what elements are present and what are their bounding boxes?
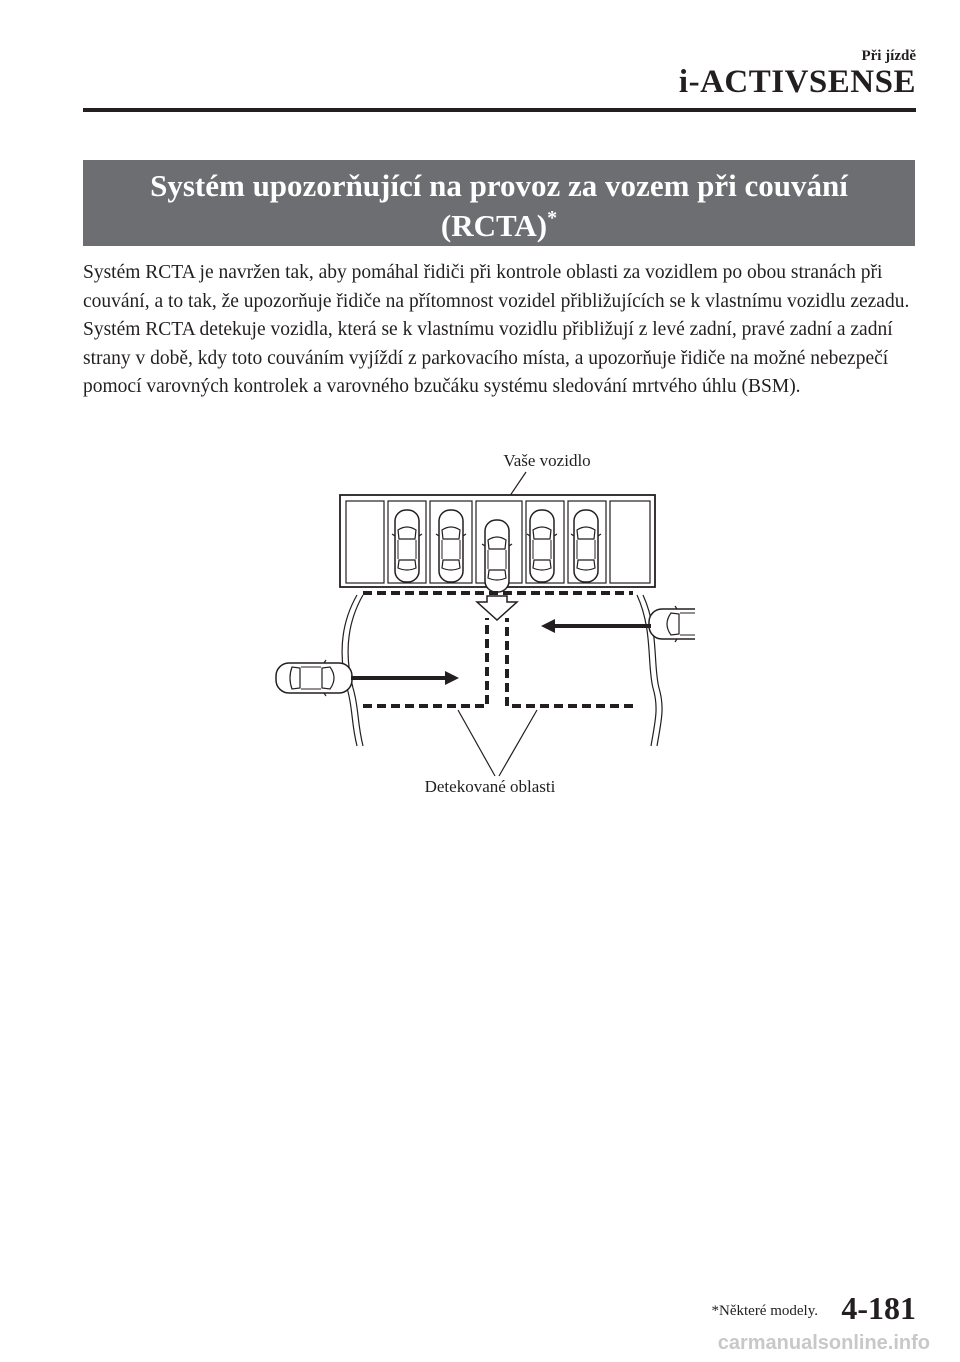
paragraph-intro: Systém RCTA je navržen tak, aby pomáhal řidiči při kontrole oblasti za vozidlem po obou stranách při couvání, a to tak, že upozorňuje řidiče na přítomnost vozidel přibližujících se k vlastnímu vozidlu zezadu. bbox=[83, 262, 910, 312]
body-text bbox=[83, 259, 915, 402]
section-title-line2 bbox=[83, 206, 915, 246]
label-detection-leader-left bbox=[458, 710, 495, 776]
label-detection-areas: Detekované oblasti bbox=[424, 777, 556, 796]
section-title-band bbox=[83, 160, 915, 246]
optional-feature-asterisk: * bbox=[547, 207, 558, 229]
section-name: Při jízdě bbox=[861, 48, 916, 64]
approaching-car-right bbox=[649, 606, 695, 642]
parked-car-4 bbox=[571, 510, 601, 582]
parked-car-1 bbox=[392, 510, 422, 582]
label-detection-leader-right bbox=[499, 710, 537, 776]
watermark: carmanualsonline.info bbox=[717, 1332, 930, 1354]
arrow-from-right bbox=[541, 619, 651, 633]
paragraph-detection: Systém RCTA detekuje vozidla, která se k vlastnímu vozidlu přibližují z levé zadní, pravé zadní a zadní strany v době, kdy toto couváním vyjíždí z parkovacího místa, a upozorňuje řidiče na možné nebezpečí pomocí varovných kontrolek a varovného bzučáku systému sledování mrtvého úhlu (BSM). bbox=[83, 319, 893, 397]
footnote: *Některé modely. bbox=[711, 1303, 818, 1319]
rcta-diagram-svg bbox=[255, 450, 695, 810]
parked-car-3 bbox=[527, 510, 557, 582]
page-number: 4-181 bbox=[841, 1290, 916, 1326]
label-own-vehicle: Vaše vozidlo bbox=[503, 451, 591, 470]
chapter-title: i-ACTIVSENSE bbox=[678, 64, 916, 100]
own-vehicle-car bbox=[482, 520, 512, 592]
section-title-abbrev: (RCTA) bbox=[440, 208, 548, 243]
header-rule bbox=[83, 108, 916, 112]
rcta-diagram bbox=[255, 450, 695, 810]
reversing-arrow bbox=[477, 596, 517, 620]
arrow-from-left bbox=[351, 671, 459, 685]
approaching-car-left bbox=[276, 660, 352, 696]
section-title-line1: Systém upozorňující na provoz za vozem při couvání bbox=[150, 168, 848, 203]
parked-car-2 bbox=[436, 510, 466, 582]
